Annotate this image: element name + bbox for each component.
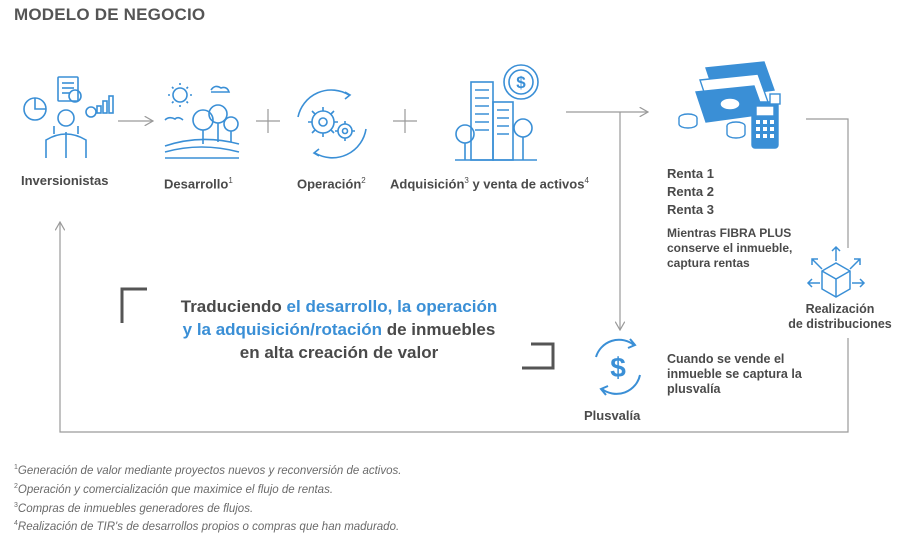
label-adquisicion: Adquisición$^3$ y venta de activos$^4$ — [390, 176, 589, 192]
renta-1: Renta 1 — [667, 166, 714, 181]
svg-text:$: $ — [610, 352, 626, 383]
plusvalia-dollar-cycle-icon — [586, 335, 650, 399]
footnote-2: $^2$Operación y comercialización que maximice el flujo de rentas. — [14, 482, 334, 496]
rentas-note: Mientras FIBRA PLUS conserve el inmueble, captura rentas — [667, 226, 793, 270]
label-inversionistas: Inversionistas — [21, 173, 109, 188]
label-desarrollo: Desarrollo$^1$ — [164, 176, 233, 192]
rentas-list — [667, 165, 714, 219]
plusvalia-note: Cuando se vende el inmueble se captura la plusvalía — [667, 352, 802, 396]
gears-operation-icon — [293, 89, 371, 159]
buildings-dollar-icon — [453, 62, 553, 162]
money-pos-icon — [676, 58, 786, 150]
distribuciones-label: Realización de distribuciones — [788, 302, 892, 331]
footnotes — [14, 460, 401, 535]
footnote-4: $^4$Realización de TIR's de desarrollos propios o compras que han madurado. — [14, 520, 400, 534]
svg-text:$: $ — [516, 73, 526, 92]
value-creation-quote: Traduciendo el desarrollo, la operación y la adquisición/rotación de inmuebles en alta creación de valor — [180, 297, 498, 362]
plusvalia-label: Plusvalía — [584, 408, 641, 423]
footnote-1: $^1$Generación de valor mediante proyectos nuevos y reconversión de activos. — [14, 464, 402, 477]
page-title: MODELO DE NEGOCIO — [14, 5, 206, 24]
footnote-3: $^3$Compras de inmuebles generadores de flujos. — [14, 501, 254, 515]
renta-2: Renta 2 — [667, 184, 714, 199]
investors-icon — [18, 74, 118, 159]
development-landscape-icon — [163, 80, 241, 160]
renta-3: Renta 3 — [667, 202, 714, 217]
distribution-cube-icon — [806, 243, 866, 303]
label-operacion: Operación$^2$ — [297, 176, 366, 192]
